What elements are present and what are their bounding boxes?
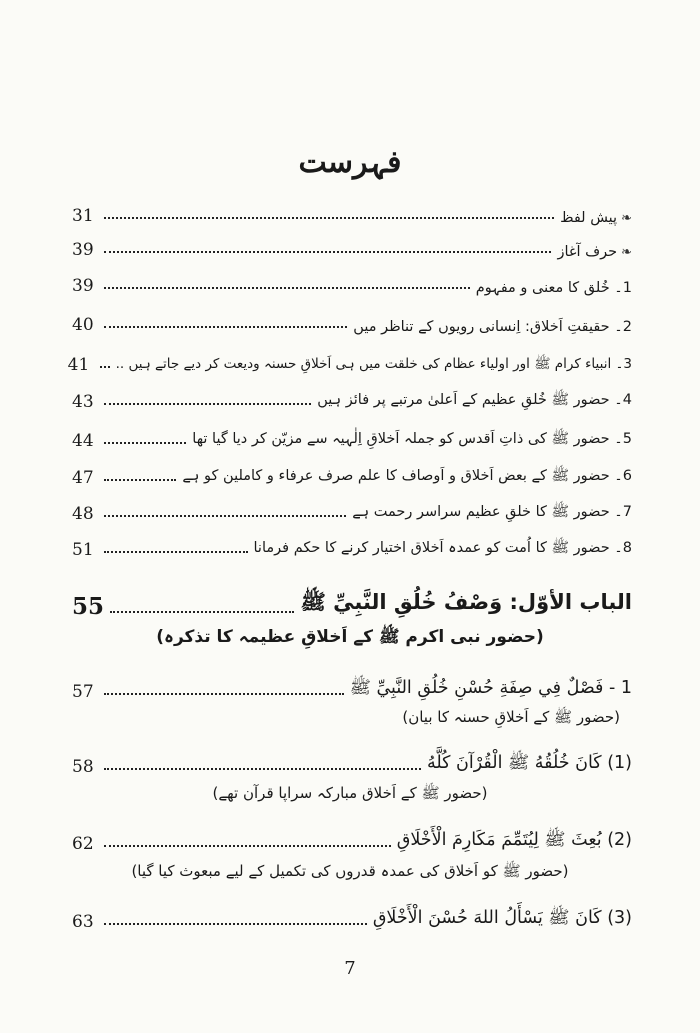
dot-leader [104,287,470,289]
entry-subtitle: (حضور ﷺ کے اَخلاق مبارکہ سراپا قرآن تھے) [212,784,488,802]
dot-leader [104,551,248,553]
dot-leader [110,611,294,613]
dot-leader [104,326,347,328]
page-number: 44 [72,431,94,451]
dot-leader [104,403,311,405]
dot-leader [104,217,554,219]
page-number: 55 [72,593,105,620]
page-number: 57 [72,682,94,702]
toc-entry[interactable]: (2) بُعِثَ ﷺ لِيُتَمِّمَ مَكَارِمَ الْأَخْلَاقِ 62 [72,830,632,854]
flourish-icon: ❧ [621,211,632,226]
page-number: 39 [72,240,94,260]
page-number: 62 [72,834,94,854]
toc-entry[interactable]: 1۔ خُلق کا معنی و مفہوم 39 [72,276,632,296]
toc-entry[interactable]: (1) كَانَ خُلُقُهُ ﷺ الْقُرْآنَ كُلَّهُ 58 [72,753,632,777]
dot-leader [104,515,346,517]
toc-section-entry[interactable]: 1 - فَصْلٌ فِي صِفَةِ حُسْنِ خُلُقِ النَّبِيِّ ﷺ 57 [72,678,632,702]
dot-leader [104,251,551,253]
page-number: 31 [72,206,94,226]
toc-entry[interactable]: 7۔ حضور ﷺ کا خلقِ عظیم سراسر رحمت ہے 48 [72,504,632,524]
section-subtitle: (حضور ﷺ کے اَخلاقِ حسنہ کا بیان) [402,708,620,726]
dot-leader [104,923,367,925]
dot-leader [104,479,176,481]
toc-entry[interactable]: 4۔ حضور ﷺ خُلقِ عظیم کے اَعلیٰ مرتبے پر فائز ہیں 43 [72,392,632,412]
dot-leader [100,366,110,368]
page-number: 40 [72,315,94,335]
page-number: 43 [72,392,94,412]
dot-leader [104,693,344,695]
toc-entry[interactable]: ❧پیش لفظ 31 [72,206,632,226]
page-title: فہرست [298,145,402,180]
entry-subtitle: (حضور ﷺ کو اَخلاق کی عمدہ قدروں کی تکمیل کے لیے مبعوث کیا گیا) [131,862,569,880]
footer-page-number: 7 [344,958,356,979]
dot-leader [104,845,391,847]
toc-entry[interactable]: 8۔ حضور ﷺ کا اُمت کو عمدہ اَخلاق اختیار کرنے کا حکم فرمانا 51 [72,540,632,560]
toc-entry[interactable]: 3۔ انبیاء کرام ﷺ اور اولیاء عظام کی خلقت میں ہی اَخلاقِ حسنہ ودیعت کر دیے جاتے ہیں .. 41 [67,355,632,375]
toc-chapter-entry[interactable]: الباب الأوّل: وَصْفُ خُلُقِ النَّبِيِّ ﷺ 55 [72,590,632,620]
toc-entry[interactable]: 6۔ حضور ﷺ کے بعض اَخلاق و اَوصاف کا علم صرف عرفاء و کاملین کو ہے 47 [72,468,632,488]
toc-entry[interactable]: 5۔ حضور ﷺ کی ذاتِ اَقدس کو جملہ اَخلاقِ اِلٰہیہ سے مزیّن کر دیا گیا تھا 44 [72,431,632,451]
flourish-icon: ❧ [621,245,632,260]
page-number: 47 [72,468,94,488]
dot-leader [104,442,186,444]
page-number: 39 [72,276,94,296]
toc-entry[interactable]: 2۔ حقیقتِ اَخلاق: اِنسانی رویوں کے تناظر میں 40 [72,315,632,335]
page-number: 48 [72,504,94,524]
toc-entry[interactable]: (3) كَانَ ﷺ يَسْأَلُ اللهَ حُسْنَ الْأَخْلَاقِ 63 [72,908,632,932]
chapter-subtitle: (حضور نبی اکرم ﷺ کے اَخلاقِ عظیمہ کا تذکرہ) [156,627,544,647]
page-number: 63 [72,912,94,932]
page-number: 41 [67,355,90,375]
page-number: 58 [72,757,94,777]
page-number: 51 [72,540,94,560]
toc-entry[interactable]: ❧حرف آغاز 39 [72,240,632,260]
dot-leader [104,768,421,770]
